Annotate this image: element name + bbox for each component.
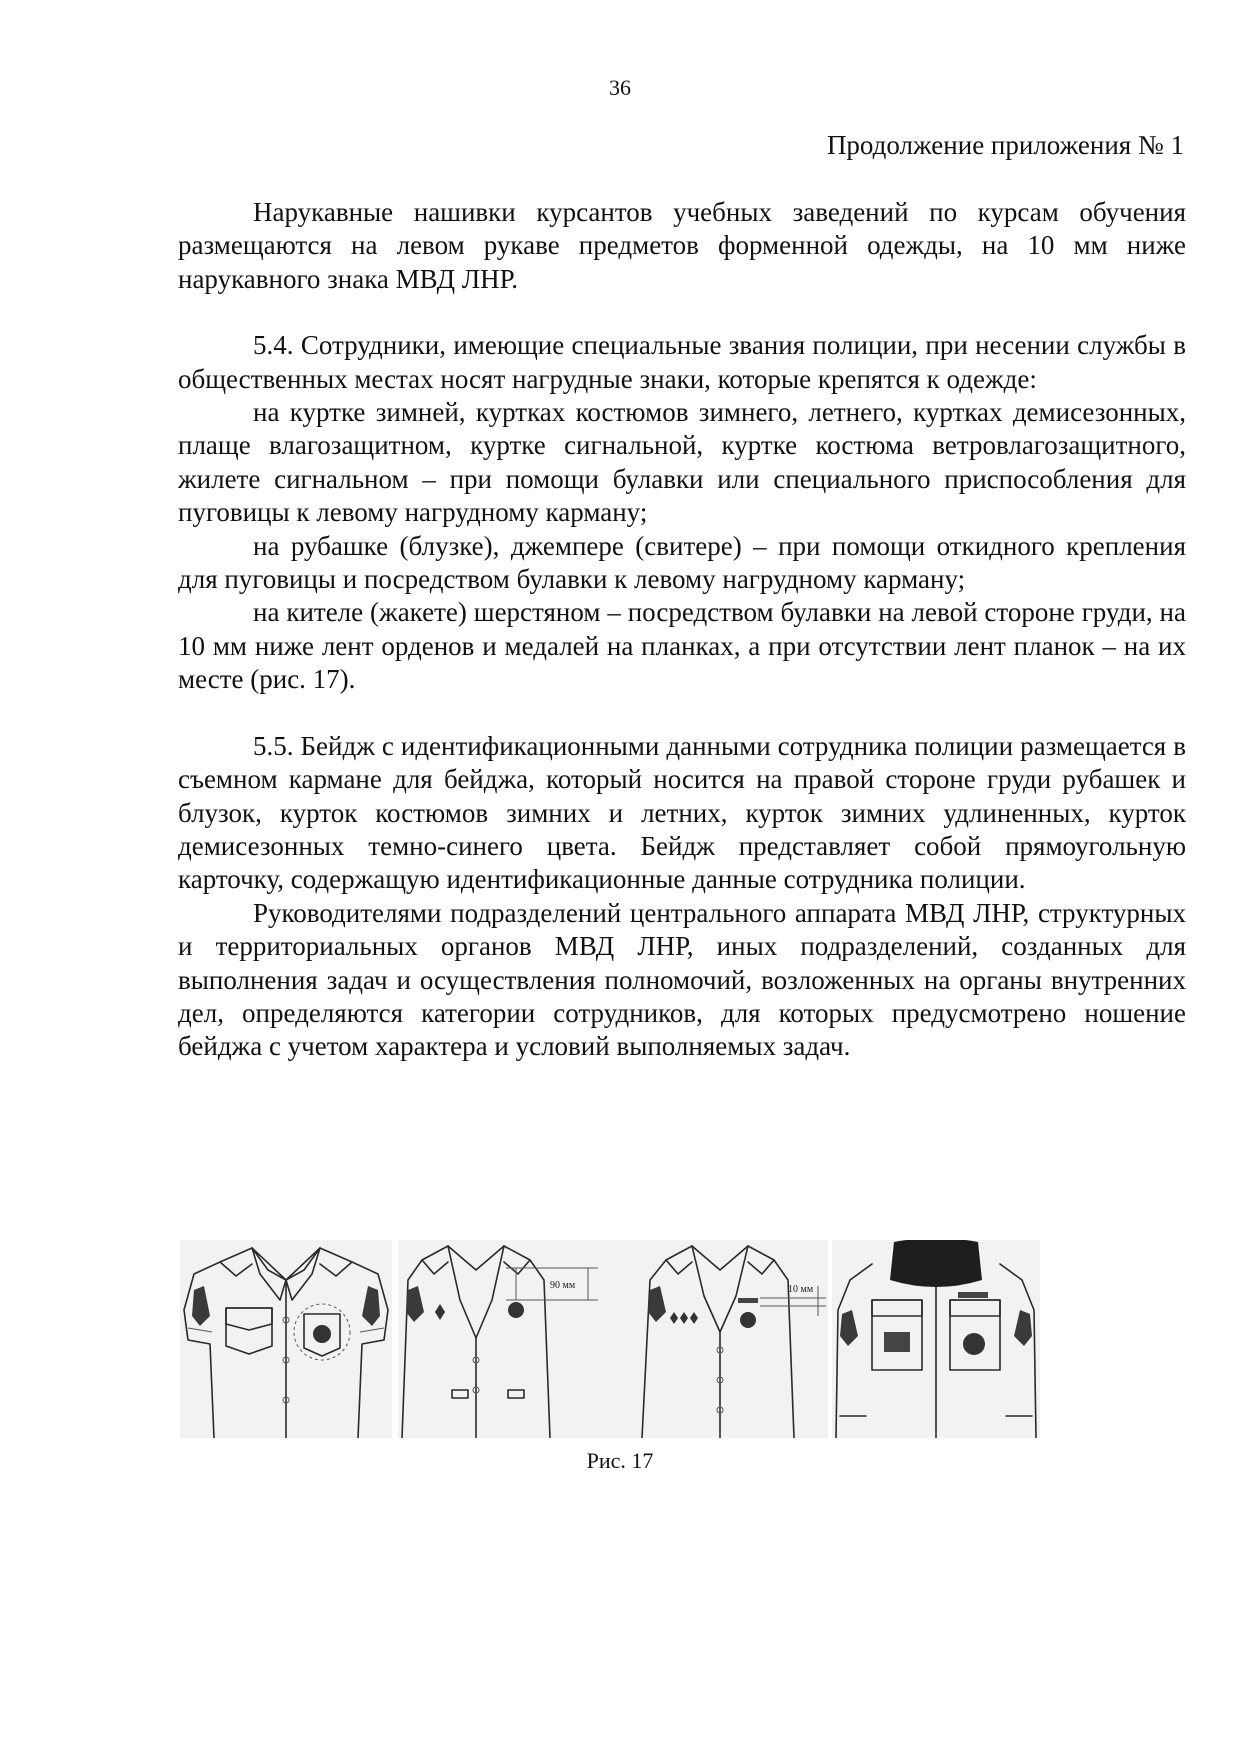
paragraph-sleeve-patches: Нарукавные нашивки курсантов учебных заведений по курсам обучения размещаются на левом рукаве предметов форменной одежды, на 10 мм ниже нарукавного знака МВД ЛНР. — [178, 197, 1186, 294]
figure-winter-jacket-illustration — [832, 1240, 1040, 1438]
appendix-label: Продолжение приложения № 1 — [826, 130, 1184, 160]
page-number: 36 — [609, 75, 631, 100]
paragraph-tunic: на кителе (жакете) шерстяном – посредством булавки на левой стороне груди, на 10 мм ниже лент орденов и медалей на планках, а при отсутствии лент планок – на их месте (рис. 17). — [178, 597, 1186, 695]
figure-17 — [180, 1240, 1140, 1438]
figure-shirt-illustration — [180, 1240, 392, 1438]
paragraph-5-5: 5.5. Бейдж с идентификационными данными сотрудника полиции размещается в съемном кармане для бейджа, который носится на правой стороне груди рубашек и блузок, курток костюмов зимних и летних, курток зимних удлиненных, курток демисезонных темно-синего цвета. Бейдж представляет собой прямоугольную карточку, содержащую идентификационные данные сотрудника полиции. — [178, 730, 1186, 895]
paragraph-jackets: на куртке зимней, куртках костюмов зимнего, летнего, куртках демисезонных, плаще влагозащитном, куртке сигнальной, куртке костюма ветровлагозащитного, жилете сигнальном – при помощи булавки или специального приспособления для пуговицы к левому нагрудному карману; — [178, 397, 1186, 528]
dimension-label-90mm: 90 мм — [550, 1280, 576, 1291]
paragraph-shirt: на рубашке (блузке), джемпере (свитере) – при помощи откидного крепления для пуговицы и посредством булавки к левому нагрудному карману; — [178, 530, 1186, 595]
figure-caption: Рис. 17 — [586, 1448, 654, 1473]
figure-jacket-90mm-illustration — [398, 1240, 630, 1438]
dimension-label-10mm: 10 мм — [788, 1284, 814, 1295]
body-text-block — [178, 196, 1186, 1064]
paragraph-managers: Руководителями подразделений центрального аппарата МВД ЛНР, структурных и территориальных органов МВД ЛНР, иных подразделений, созданных для выполнения задач и осуществления полномочий, возложенных на органы внутренних дел, определяются категории сотрудников, для которых предусмотрено ношение бейджа с учетом характера и условий выполняемых задач. — [178, 897, 1186, 1062]
figure-tunic-10mm-illustration — [630, 1240, 828, 1438]
paragraph-5-4: 5.4. Сотрудники, имеющие специальные звания полиции, при несении службы в общественных местах носят нагрудные знаки, которые крепятся к одежде: — [178, 330, 1186, 394]
